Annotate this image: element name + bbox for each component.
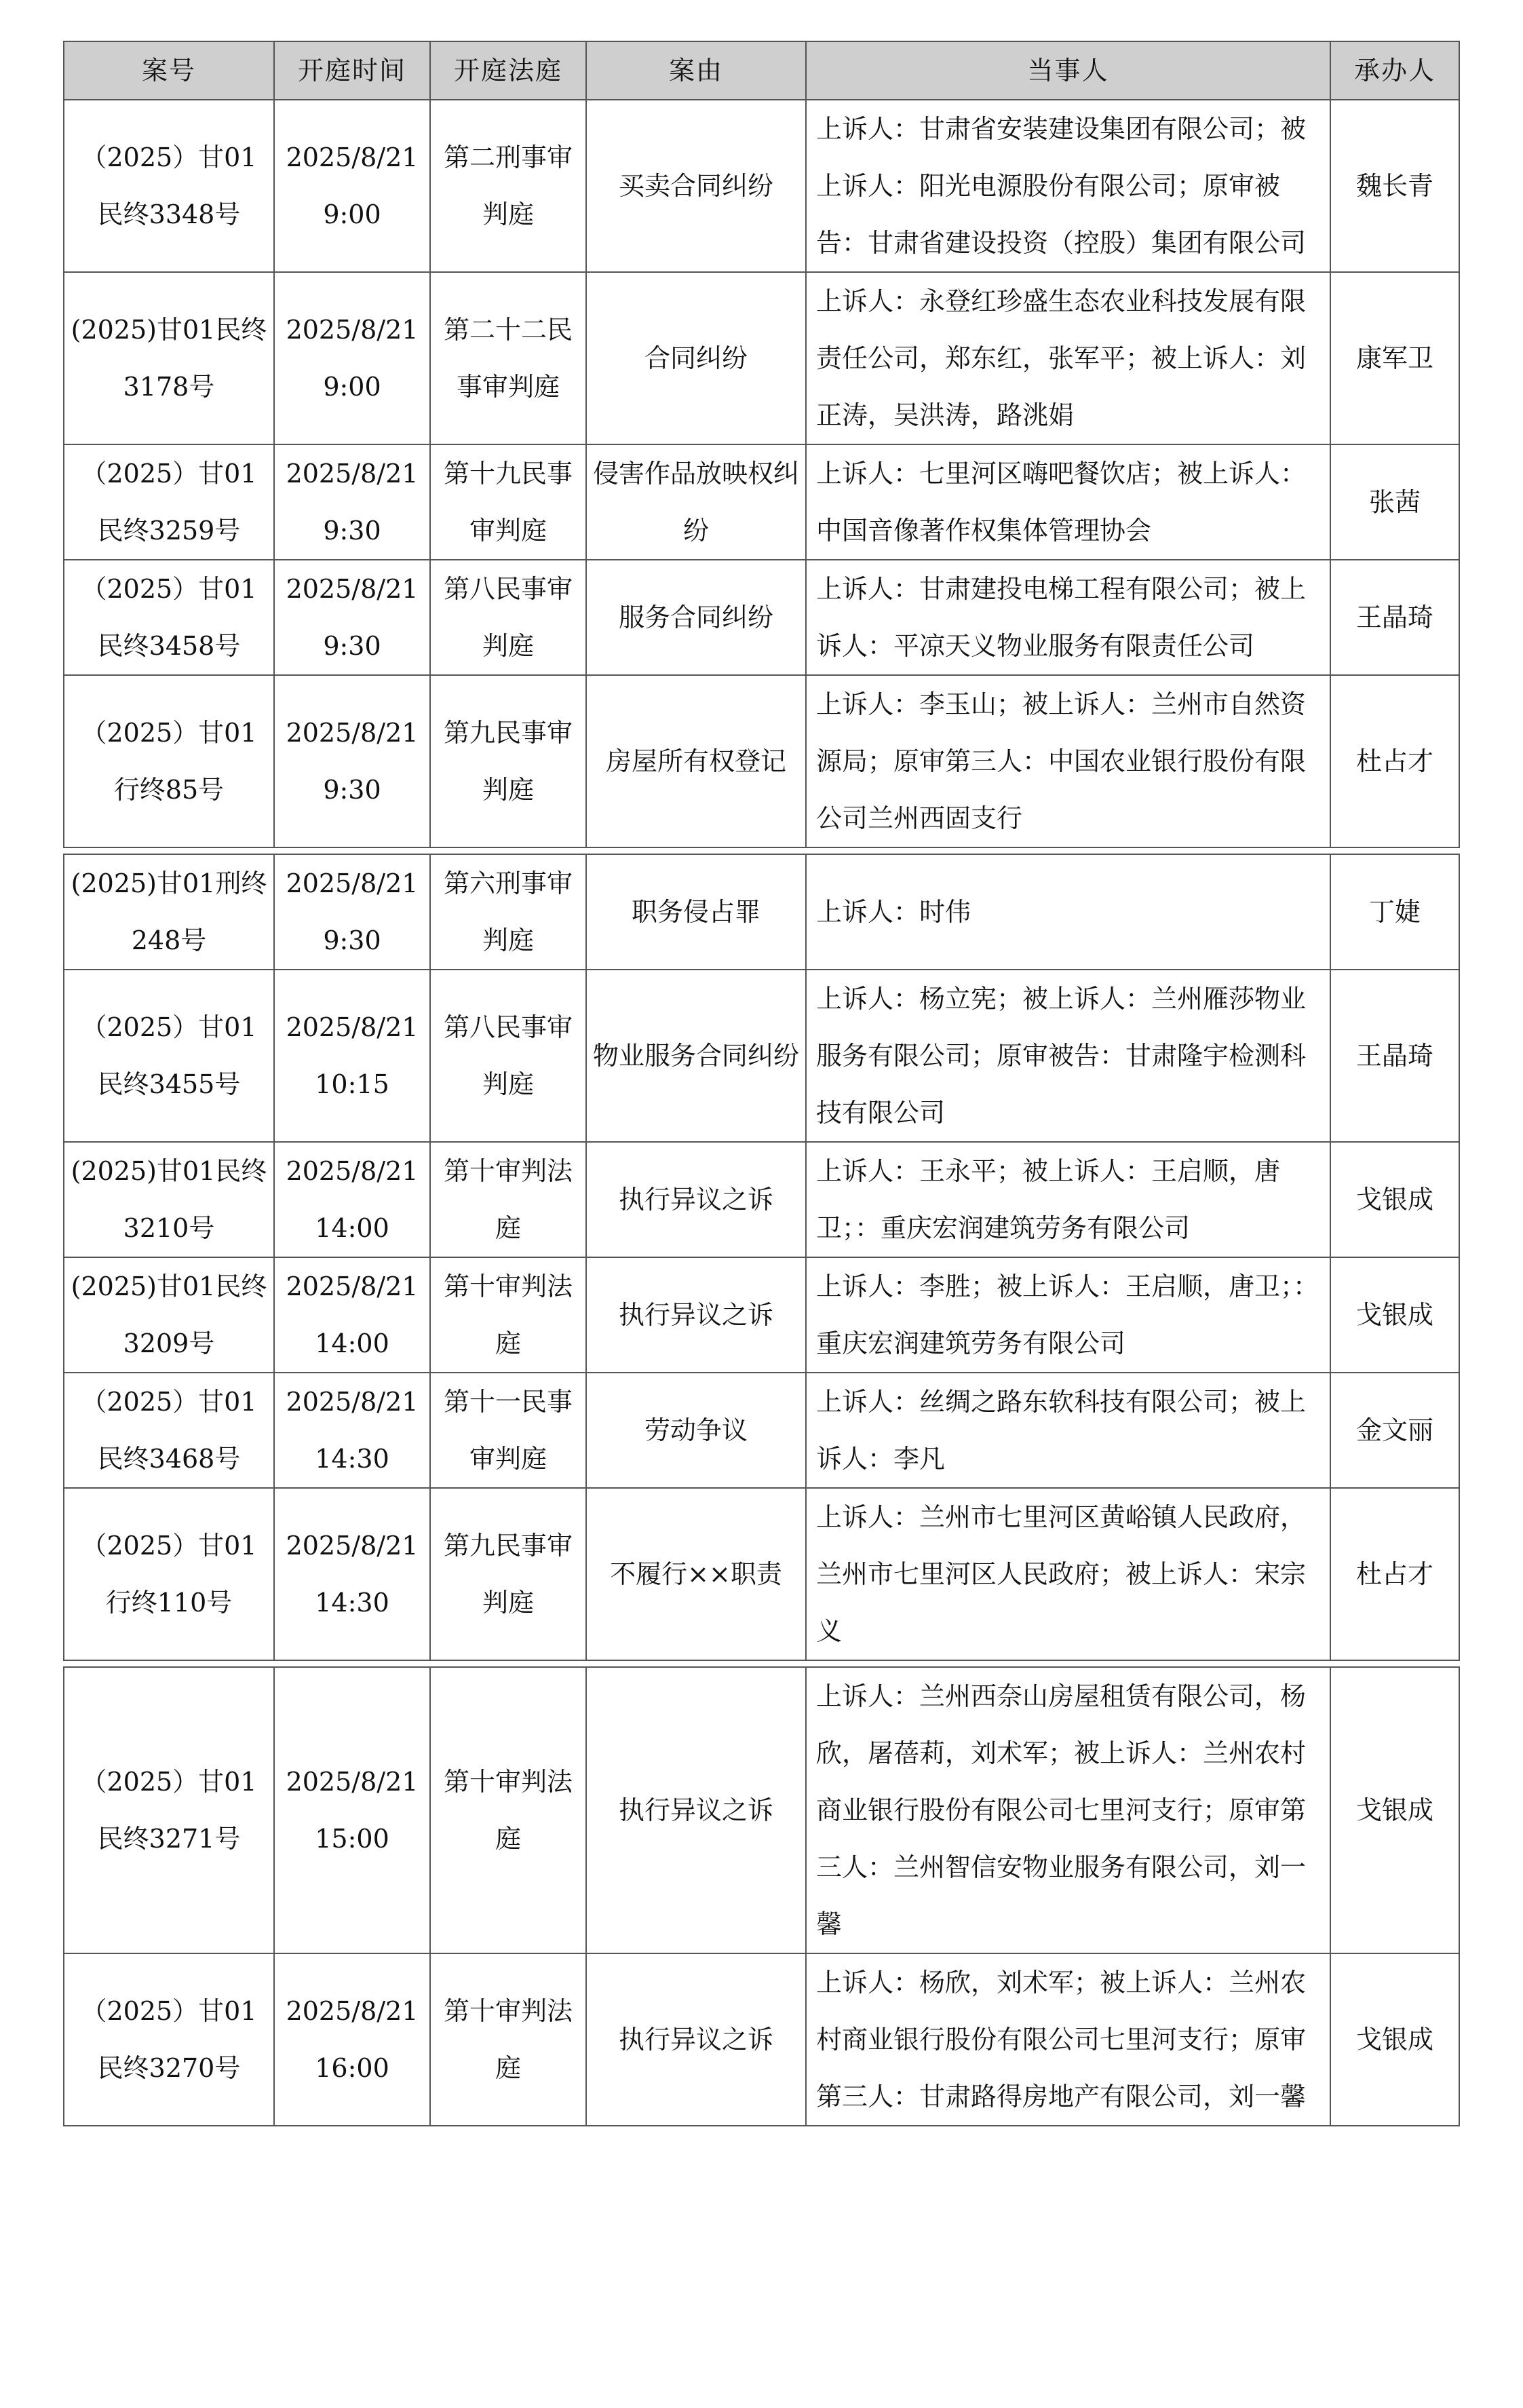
cause-cell: 职务侵占罪 [586,854,806,970]
header-row [64,41,1459,100]
hearing-date: 2025/8/21 [286,868,419,898]
hearing-clock-time: 14:00 [315,1213,389,1243]
case-number-cell: （2025）甘01民终3468号 [64,1373,274,1488]
hearing-date: 2025/8/21 [286,1996,419,2026]
hearing-time-cell [274,1373,430,1488]
hearing-time-cell [274,854,430,970]
hearing-schedule [63,41,1459,2126]
hearing-date: 2025/8/21 [286,1531,419,1561]
case-number-cell: (2025)甘01民终3210号 [64,1142,274,1257]
case-number-cell: （2025）甘01行终85号 [64,675,274,847]
hearing-time-cell [274,272,430,444]
parties-cell: 上诉人：兰州西奈山房屋租赁有限公司，杨欣，屠蓓莉，刘术军；被上诉人：兰州农村商业银行股份有限公司七里河支行；原审第三人：兰州智信安物业服务有限公司，刘一馨 [806,1667,1330,1953]
judge-cell: 戈银成 [1330,1257,1459,1373]
courtroom-cell: 第十审判法庭 [430,1257,586,1373]
hearing-date: 2025/8/21 [286,574,419,604]
hearing-clock-time: 9:30 [323,775,381,805]
courtroom-cell: 第十九民事审判庭 [430,444,586,560]
cause-cell: 执行异议之诉 [586,1257,806,1373]
table-row [64,444,1459,560]
parties-cell: 上诉人：甘肃省安装建设集团有限公司；被上诉人：阳光电源股份有限公司；原审被告：甘肃省建设投资（控股）集团有限公司 [806,100,1330,272]
hearing-time-cell [274,970,430,1142]
judge-cell: 金文丽 [1330,1373,1459,1488]
header-case-no: 案号 [64,41,274,100]
judge-cell: 康军卫 [1330,272,1459,444]
header-hearing-time: 开庭时间 [274,41,430,100]
hearing-time-cell [274,1953,430,2126]
table-row [64,1953,1459,2126]
hearing-clock-time: 9:30 [323,925,381,955]
judge-cell: 戈银成 [1330,1667,1459,1953]
hearing-time-cell [274,1667,430,1953]
courtroom-cell: 第六刑事审判庭 [430,854,586,970]
section-divider [64,847,1459,854]
cause-cell: 合同纠纷 [586,272,806,444]
case-number-cell: （2025）甘01民终3455号 [64,970,274,1142]
cause-cell: 执行异议之诉 [586,1953,806,2126]
table-row [64,970,1459,1142]
courtroom-cell: 第十审判法庭 [430,1667,586,1953]
section-divider [64,1660,1459,1667]
courtroom-cell: 第八民事审判庭 [430,560,586,675]
table-row [64,560,1459,675]
hearing-clock-time: 9:30 [323,631,381,661]
parties-cell: 上诉人：永登红珍盛生态农业科技发展有限责任公司，郑东红，张军平；被上诉人：刘正涛，吴洪涛，路洮娟 [806,272,1330,444]
parties-cell: 上诉人：杨立宪；被上诉人：兰州雁莎物业服务有限公司；原审被告：甘肃隆宇检测科技有限公司 [806,970,1330,1142]
hearing-clock-time: 15:00 [315,1824,389,1854]
cause-cell: 不履行××职责 [586,1488,806,1660]
case-number-cell: （2025）甘01民终3259号 [64,444,274,560]
judge-cell: 杜占才 [1330,675,1459,847]
header-cause: 案由 [586,41,806,100]
hearing-time-cell [274,1142,430,1257]
case-number-cell: (2025)甘01刑终248号 [64,854,274,970]
hearing-date: 2025/8/21 [286,142,419,172]
hearing-time-cell [274,1257,430,1373]
judge-cell: 张茜 [1330,444,1459,560]
table-row [64,675,1459,847]
case-number-cell: （2025）甘01民终3458号 [64,560,274,675]
parties-cell: 上诉人：杨欣，刘术军；被上诉人：兰州农村商业银行股份有限公司七里河支行；原审第三人：甘肃路得房地产有限公司，刘一馨 [806,1953,1330,2126]
cause-cell: 执行异议之诉 [586,1142,806,1257]
hearing-time-cell [274,444,430,560]
judge-cell: 王晶琦 [1330,560,1459,675]
table-row [64,854,1459,970]
hearing-clock-time: 9:00 [323,199,381,229]
parties-cell: 上诉人：兰州市七里河区黄峪镇人民政府，兰州市七里河区人民政府；被上诉人：宋宗义 [806,1488,1330,1660]
parties-cell: 上诉人：时伟 [806,854,1330,970]
parties-cell: 上诉人：李玉山；被上诉人：兰州市自然资源局；原审第三人：中国农业银行股份有限公司兰州西固支行 [806,675,1330,847]
courtroom-cell: 第十审判法庭 [430,1142,586,1257]
parties-cell: 上诉人：丝绸之路东软科技有限公司；被上诉人：李凡 [806,1373,1330,1488]
hearing-clock-time: 14:00 [315,1329,389,1358]
table-row [64,1142,1459,1257]
judge-cell: 魏长青 [1330,100,1459,272]
cause-cell: 侵害作品放映权纠纷 [586,444,806,560]
hearing-clock-time: 16:00 [315,2053,389,2083]
header-courtroom: 开庭法庭 [430,41,586,100]
courtroom-cell: 第九民事审判庭 [430,1488,586,1660]
hearing-clock-time: 14:30 [315,1588,389,1618]
hearing-date: 2025/8/21 [286,718,419,748]
case-number-cell: (2025)甘01民终3178号 [64,272,274,444]
judge-cell: 杜占才 [1330,1488,1459,1660]
header-judge: 承办人 [1330,41,1459,100]
hearing-time-cell [274,1488,430,1660]
courtroom-cell: 第十一民事审判庭 [430,1373,586,1488]
table-section-gap [64,847,1459,854]
table-row [64,1488,1459,1660]
courtroom-cell: 第八民事审判庭 [430,970,586,1142]
courtroom-cell: 第九民事审判庭 [430,675,586,847]
hearing-clock-time: 10:15 [315,1069,389,1099]
hearing-clock-time: 9:30 [323,516,381,546]
hearing-table [63,41,1460,2126]
hearing-date: 2025/8/21 [286,1272,419,1301]
case-number-cell: （2025）甘01行终110号 [64,1488,274,1660]
hearing-date: 2025/8/21 [286,1012,419,1042]
hearing-time-cell [274,675,430,847]
header-parties: 当事人 [806,41,1330,100]
cause-cell: 服务合同纠纷 [586,560,806,675]
hearing-clock-time: 9:00 [323,372,381,402]
hearing-date: 2025/8/21 [286,1767,419,1797]
hearing-date: 2025/8/21 [286,1156,419,1186]
parties-cell: 上诉人：李胜；被上诉人：王启顺，唐卫；：重庆宏润建筑劳务有限公司 [806,1257,1330,1373]
courtroom-cell: 第十审判法庭 [430,1953,586,2126]
table-row [64,100,1459,272]
hearing-time-cell [274,100,430,272]
judge-cell: 王晶琦 [1330,970,1459,1142]
case-number-cell: （2025）甘01民终3270号 [64,1953,274,2126]
parties-cell: 上诉人：王永平；被上诉人：王启顺，唐卫；：重庆宏润建筑劳务有限公司 [806,1142,1330,1257]
table-section-gap [64,1660,1459,1667]
parties-cell: 上诉人：甘肃建投电梯工程有限公司；被上诉人：平凉天义物业服务有限责任公司 [806,560,1330,675]
hearing-date: 2025/8/21 [286,315,419,345]
case-number-cell: （2025）甘01民终3271号 [64,1667,274,1953]
cause-cell: 买卖合同纠纷 [586,100,806,272]
hearing-date: 2025/8/21 [286,459,419,489]
cause-cell: 执行异议之诉 [586,1667,806,1953]
courtroom-cell: 第二刑事审判庭 [430,100,586,272]
judge-cell: 戈银成 [1330,1142,1459,1257]
cause-cell: 劳动争议 [586,1373,806,1488]
table-row [64,1667,1459,1953]
judge-cell: 戈银成 [1330,1953,1459,2126]
table-row [64,272,1459,444]
cause-cell: 房屋所有权登记 [586,675,806,847]
hearing-date: 2025/8/21 [286,1387,419,1417]
cause-cell: 物业服务合同纠纷 [586,970,806,1142]
case-number-cell: （2025）甘01民终3348号 [64,100,274,272]
table-row [64,1257,1459,1373]
case-number-cell: (2025)甘01民终3209号 [64,1257,274,1373]
hearing-time-cell [274,560,430,675]
table-row [64,1373,1459,1488]
judge-cell: 丁婕 [1330,854,1459,970]
courtroom-cell: 第二十二民事审判庭 [430,272,586,444]
parties-cell: 上诉人：七里河区嗨吧餐饮店；被上诉人：中国音像著作权集体管理协会 [806,444,1330,560]
hearing-clock-time: 14:30 [315,1444,389,1474]
